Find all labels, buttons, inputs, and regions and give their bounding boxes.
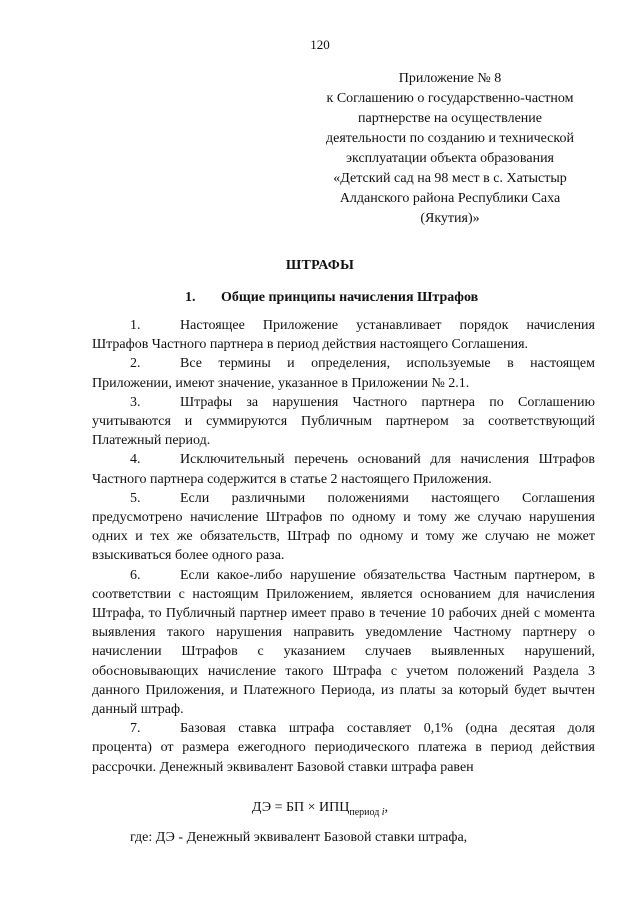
paragraph	[92, 450, 595, 488]
body-text	[92, 316, 595, 777]
paragraph-number: 3.	[130, 394, 141, 410]
appendix-line: Алданского района Республики Саха	[339, 191, 561, 206]
paragraph-text: Если какое-либо нарушение обязательства Частным партнером, в соответствии с настоящим Приложением, является основанием для начисления Штрафа, то Публичный партнер имеет право в течение 10 рабочих дней с момента выявления такого нарушения направить уведомление Частному партнеру о начислении Штрафов с указанием случаев выявленных нарушений, обосновывающих начисление такого Штрафа с учетом положений Раздела 3 данного Приложения, и Платежного Периода, из платы за который будет вычтен данный штраф.	[92, 567, 595, 718]
paragraph-number: 2.	[130, 356, 141, 372]
paragraph-number: 4.	[130, 452, 141, 468]
paragraph-number: 6.	[130, 567, 141, 583]
paragraph-text: Штрафы за нарушения Частного партнера по Соглашению учитываются и суммируются Публичным партнером за соответствующий Платежный период.	[92, 394, 595, 449]
formula-trailing: ,	[384, 800, 389, 815]
appendix-header	[300, 69, 600, 229]
formula-main: ДЭ = БП × ИПЦ	[251, 800, 350, 815]
paragraph-text: Настоящее Приложение устанавливает порядок начисления Штрафов Частного партнера в период действия настоящего Соглашения.	[92, 318, 595, 353]
formula-subscript-index: i	[381, 807, 385, 818]
section-heading	[185, 290, 478, 306]
appendix-line: деятельности по созданию и технической	[326, 131, 574, 146]
document-title: ШТРАФЫ	[285, 258, 355, 273]
formula-subscript: период	[349, 807, 382, 818]
paragraph	[92, 393, 595, 451]
page-number: 120	[310, 37, 330, 52]
formula-definition: где: ДЭ - Денежный эквивалент Базовой ставки штрафа,	[130, 830, 468, 845]
paragraph-number: 1.	[130, 318, 141, 333]
formula	[0, 800, 640, 818]
paragraph-text: Все термины и определения, используемые в настоящем Приложении, имеют значение, указанное в Приложении № 2.1.	[92, 356, 595, 391]
paragraph-text: Если различными положениями настоящего Соглашения предусмотрено начисление Штрафов по одному и тому же случаю нарушения одних и тех же обязательств, Штраф по одному и тому же случаю не может взыскиваться более одного раза.	[92, 490, 595, 564]
appendix-line: Приложение № 8	[398, 71, 502, 86]
appendix-line: (Якутия)»	[420, 211, 480, 226]
paragraph	[92, 719, 595, 777]
paragraph-text: Базовая ставка штрафа составляет 0,1% (одна десятая доля процента) от размера ежегодного периодического платежа в период действия рассрочки. Денежный эквивалент Базовой ставки штрафа равен	[92, 721, 595, 775]
appendix-line: к Соглашению о государственно-частном	[326, 91, 574, 106]
appendix-line: «Детский сад на 98 мест в с. Хатыстыр	[333, 171, 567, 186]
section-number: 1.	[185, 290, 196, 305]
appendix-line: партнерстве на осуществление	[357, 111, 542, 126]
paragraph-number: 7.	[130, 721, 141, 737]
paragraph	[92, 354, 595, 392]
section-heading-text: Общие принципы начисления Штрафов	[221, 290, 479, 305]
paragraph	[92, 316, 595, 354]
paragraph-number: 5.	[130, 490, 141, 506]
appendix-line: эксплуатации объекта образования	[346, 151, 554, 166]
paragraph-text: Исключительный перечень оснований для начисления Штрафов Частного партнера содержится в статье 2 настоящего Приложения.	[92, 452, 595, 487]
paragraph	[92, 489, 595, 566]
paragraph	[92, 566, 595, 720]
